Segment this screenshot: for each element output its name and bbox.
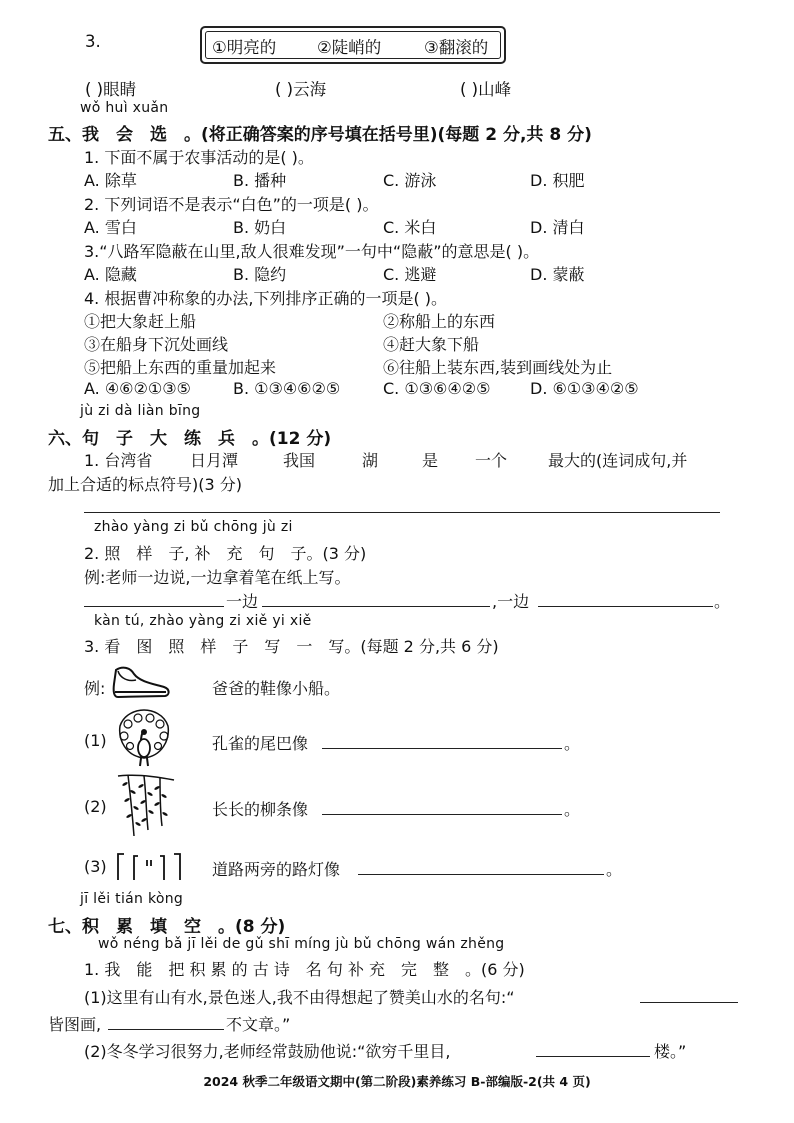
q3-blank: ( )山峰 [460, 80, 512, 99]
step: ②称船上的东西 [383, 312, 496, 331]
step: ⑤把船上东西的重量加起来 [84, 358, 277, 377]
answer-line[interactable] [84, 606, 224, 607]
q3-option: ③翻滚的 [424, 38, 489, 57]
option: D. 清白 [530, 218, 585, 237]
option: C. 米白 [383, 218, 437, 237]
s5-q3: 3.“八路军隐蔽在山里,敌人很难发现”一句中“隐蔽”的意思是( )。 [84, 242, 540, 261]
step: ①把大象赶上船 [84, 312, 197, 331]
item-text: 道路两旁的路灯像 [212, 860, 341, 879]
s7-q1-1: (1)这里有山有水,景色迷人,我不由得想起了赞美山水的名句:“ [84, 988, 515, 1007]
q3-option: ①明亮的 [212, 38, 277, 57]
s7-pinyin: jī lěi tián kòng [80, 891, 184, 907]
peacock-icon [114, 708, 174, 770]
step: ③在船身下沉处画线 [84, 335, 229, 354]
s6-q2-pinyin: zhào yàng zi bǔ chōng jù zi [94, 519, 293, 535]
q3-option-box [200, 26, 506, 64]
period: 。 [564, 734, 581, 753]
q3-blank: ( )云海 [275, 80, 327, 99]
item-text: 孔雀的尾巴像 [212, 734, 309, 753]
word: 一个 [475, 451, 508, 470]
option: C. ①③⑥④②⑤ [383, 379, 491, 398]
s6-title: 六、句 子 大 练 兵 。(12 分) [48, 429, 332, 449]
s7-q1-1b-a: 皆图画, [48, 1015, 102, 1034]
s7-q1-pinyin: wǒ néng bǎ jī lěi de gǔ shī míng jù bǔ chōng wán zhěng [98, 936, 505, 952]
s6-pinyin: jù zi dà liàn bīng [80, 403, 201, 419]
word: 湖 [362, 451, 379, 470]
q3-number: 3. [85, 32, 101, 51]
word: 最大的(连词成句,并 [548, 451, 688, 470]
answer-line[interactable] [262, 606, 490, 607]
item-number: (3) [84, 857, 107, 876]
s5-title: 五、我 会 选 。(将正确答案的序号填在括号里)(每题 2 分,共 8 分) [48, 125, 592, 145]
option: D. 蒙蔽 [530, 265, 585, 284]
s5-pinyin: wǒ huì xuǎn [80, 100, 169, 116]
step: ④赶大象下船 [383, 335, 480, 354]
option: D. 积肥 [530, 171, 585, 190]
option: A. ④⑥②①③⑤ [84, 379, 191, 398]
option: C. 游泳 [383, 171, 437, 190]
item-number: (1) [84, 731, 107, 750]
s5-q1: 1. 下面不属于农事活动的是( )。 [84, 148, 314, 167]
answer-line[interactable] [536, 1056, 650, 1057]
s6-q1-line2: 加上合适的标点符号)(3 分) [48, 475, 242, 494]
shoe-icon [110, 662, 172, 702]
s6-q2-title: 2. 照 样 子, 补 充 句 子。(3 分) [84, 544, 367, 563]
period: 。 [564, 800, 581, 819]
item-text: 长长的柳条像 [212, 800, 309, 819]
s6-q3-title: 3. 看 图 照 样 子 写 一 写。(每题 2 分,共 6 分) [84, 637, 499, 656]
s6-q3-pinyin: kàn tú, zhào yàng zi xiě yi xiě [94, 613, 312, 629]
answer-line[interactable] [538, 606, 713, 607]
step: ⑥往船上装东西,装到画线处为止 [383, 358, 613, 377]
yibian-1: 一边 [226, 592, 259, 611]
s5-q4: 4. 根据曹冲称象的办法,下列排序正确的一项是( )。 [84, 289, 448, 308]
answer-line[interactable] [84, 512, 720, 513]
answer-line[interactable] [322, 814, 562, 815]
yibian-2: ,一边 [492, 592, 530, 611]
option: B. 播种 [233, 171, 287, 190]
option: C. 逃避 [383, 265, 437, 284]
option: A. 除草 [84, 171, 137, 190]
option: B. 奶白 [233, 218, 287, 237]
s6-q2-example: 例:老师一边说,一边拿着笔在纸上写。 [84, 568, 351, 587]
q3-blank: ( )眼睛 [85, 80, 137, 99]
word: 1. 台湾省 [84, 451, 153, 470]
word: 是 [422, 451, 439, 470]
s7-title: 七、积 累 填 空 。(8 分) [48, 917, 286, 937]
option: A. 隐藏 [84, 265, 137, 284]
word: 日月潭 [190, 451, 239, 470]
period: 。 [606, 860, 623, 879]
street-lamp-icon [114, 850, 184, 882]
s7-q1-1b-b: 不文章。” [226, 1015, 291, 1034]
q3-option: ②陡峭的 [317, 38, 382, 57]
answer-line[interactable] [358, 874, 604, 875]
answer-line[interactable] [108, 1029, 224, 1030]
item-number: (2) [84, 797, 107, 816]
option: D. ⑥①③④②⑤ [530, 379, 639, 398]
s7-q1-title: 1. 我 能 把 积 累 的 古 诗 名 句 补 充 完 整 。(6 分) [84, 960, 525, 979]
option: A. 雪白 [84, 218, 137, 237]
willow-icon [114, 770, 178, 840]
period: 。 [714, 592, 731, 611]
s7-q1-2: (2)冬冬学习很努力,老师经常鼓励他说:“欲穷千里目, [84, 1042, 451, 1061]
option: B. ①③④⑥②⑤ [233, 379, 341, 398]
answer-line[interactable] [640, 1002, 738, 1003]
footer-text: 2024 秋季二年级语文期中(第二阶段)素养练习 B-部编版-2(共 4 页) [203, 1074, 591, 1089]
example-label: 例: [84, 679, 106, 698]
option: B. 隐约 [233, 265, 287, 284]
s7-q1-2-end: 楼。” [654, 1042, 687, 1061]
s5-q2: 2. 下列词语不是表示“白色”的一项是( )。 [84, 195, 379, 214]
word: 我国 [283, 451, 316, 470]
answer-line[interactable] [322, 748, 562, 749]
example-text: 爸爸的鞋像小船。 [212, 679, 341, 698]
